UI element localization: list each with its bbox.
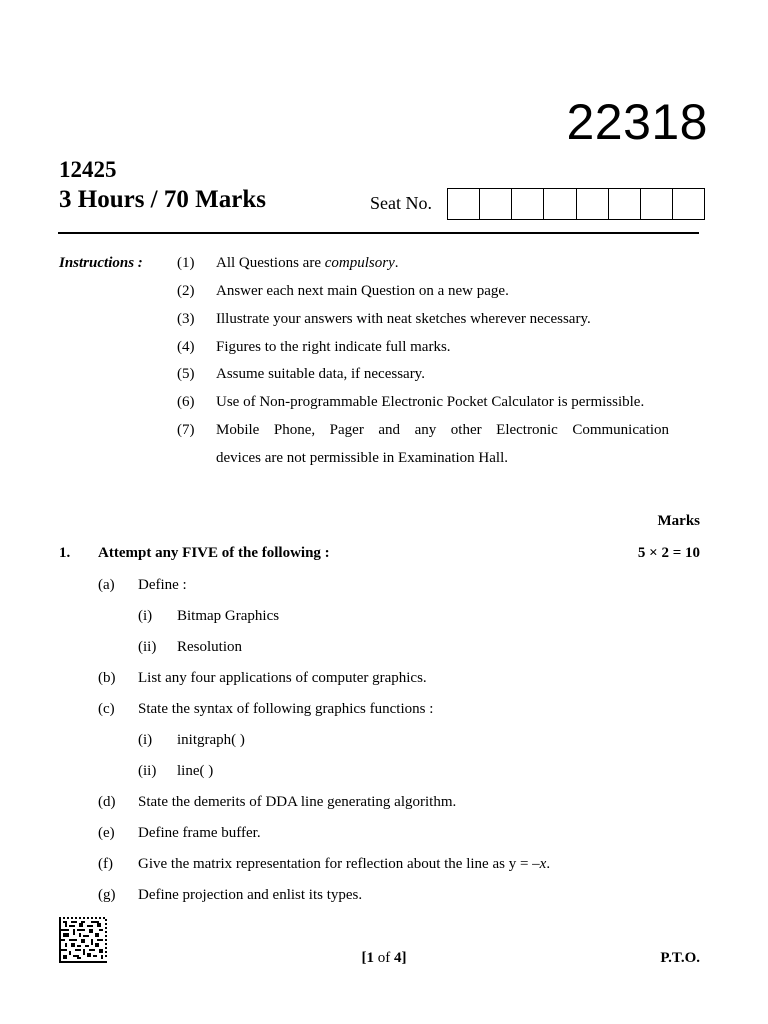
page-current: 1 bbox=[366, 950, 374, 966]
seat-number-box bbox=[577, 189, 609, 219]
subpart-text: initgraph( ) bbox=[177, 732, 245, 748]
seat-number-box bbox=[448, 189, 480, 219]
instruction-emphasis: compulsory bbox=[324, 255, 395, 271]
part-text-part: Give the matrix representation for reflection about the line as y = – bbox=[138, 856, 540, 872]
seat-number-box bbox=[512, 189, 544, 219]
seat-number-box bbox=[609, 189, 641, 219]
part-label: (f) bbox=[98, 856, 113, 872]
part-text: State the syntax of following graphics functions : bbox=[138, 701, 434, 717]
part-label: (a) bbox=[98, 577, 115, 593]
instruction-text: Use of Non-programmable Electronic Pocket Calculator is permissible. bbox=[216, 394, 645, 410]
subpart-label: (i) bbox=[138, 608, 153, 624]
seat-number-label: Seat No. bbox=[370, 193, 432, 213]
page-total: 4 bbox=[394, 950, 402, 966]
instruction-number: (5) bbox=[177, 366, 195, 382]
subpart-label: (ii) bbox=[138, 639, 157, 655]
seat-number-box bbox=[544, 189, 576, 219]
subpart-text: Resolution bbox=[177, 639, 243, 655]
instruction-text: devices are not permissible in Examination Hall. bbox=[216, 450, 509, 466]
seat-number-boxes bbox=[447, 188, 705, 220]
instruction-text: Illustrate your answers with neat sketches wherever necessary. bbox=[216, 311, 591, 327]
instruction-text-part: All Questions are bbox=[216, 255, 325, 271]
subpart-label: (ii) bbox=[138, 763, 157, 779]
part-text: Define : bbox=[138, 577, 187, 593]
pto-label: P.T.O. bbox=[660, 950, 700, 966]
instruction-number: (7) bbox=[177, 422, 195, 438]
subpart-label: (i) bbox=[138, 732, 153, 748]
duration-marks: 3 Hours / 70 Marks bbox=[59, 186, 266, 213]
part-text-emphasis: x bbox=[539, 856, 547, 872]
paper-code: 22318 bbox=[566, 94, 708, 150]
part-label: (e) bbox=[98, 825, 115, 841]
instruction-number: (4) bbox=[177, 339, 195, 355]
part-label: (d) bbox=[98, 794, 116, 810]
instruction-text: Mobile Phone, Pager and any other Electronic Communication bbox=[216, 422, 669, 438]
exam-code: 12425 bbox=[59, 157, 117, 182]
question-title: Attempt any FIVE of the following : bbox=[98, 545, 330, 561]
instruction-number: (1) bbox=[177, 255, 195, 271]
instruction-text: Assume suitable data, if necessary. bbox=[216, 366, 425, 382]
part-text: Define projection and enlist its types. bbox=[138, 887, 363, 903]
instruction-text: Answer each next main Question on a new page. bbox=[216, 283, 509, 299]
question-marks: 5 × 2 = 10 bbox=[637, 545, 700, 561]
part-label: (b) bbox=[98, 670, 116, 686]
instruction-number: (6) bbox=[177, 394, 195, 410]
part-text: List any four applications of computer graphics. bbox=[138, 670, 427, 686]
part-label: (g) bbox=[98, 887, 116, 903]
part-text bbox=[138, 856, 550, 873]
seat-number-box bbox=[480, 189, 512, 219]
part-text: Define frame buffer. bbox=[138, 825, 261, 841]
instruction-number: (3) bbox=[177, 311, 195, 327]
question-number: 1. bbox=[59, 545, 71, 561]
marks-heading: Marks bbox=[657, 513, 700, 529]
subpart-text: line( ) bbox=[177, 763, 214, 779]
page-of: of bbox=[374, 950, 394, 966]
part-text-part: . bbox=[546, 856, 551, 872]
page-bracket: [ bbox=[361, 950, 367, 966]
seat-number-box bbox=[641, 189, 673, 219]
page-bracket: ] bbox=[401, 950, 407, 966]
part-text: State the demerits of DDA line generating algorithm. bbox=[138, 794, 457, 810]
subpart-text: Bitmap Graphics bbox=[177, 608, 280, 624]
instruction-text bbox=[216, 255, 398, 272]
seat-number-box bbox=[673, 189, 704, 219]
instruction-text-part: . bbox=[394, 255, 399, 271]
instruction-number: (2) bbox=[177, 283, 195, 299]
header-divider bbox=[58, 232, 699, 234]
instruction-text: Figures to the right indicate full marks. bbox=[216, 339, 451, 355]
part-label: (c) bbox=[98, 701, 115, 717]
instructions-label: Instructions : bbox=[59, 255, 143, 271]
page-number bbox=[0, 950, 768, 967]
